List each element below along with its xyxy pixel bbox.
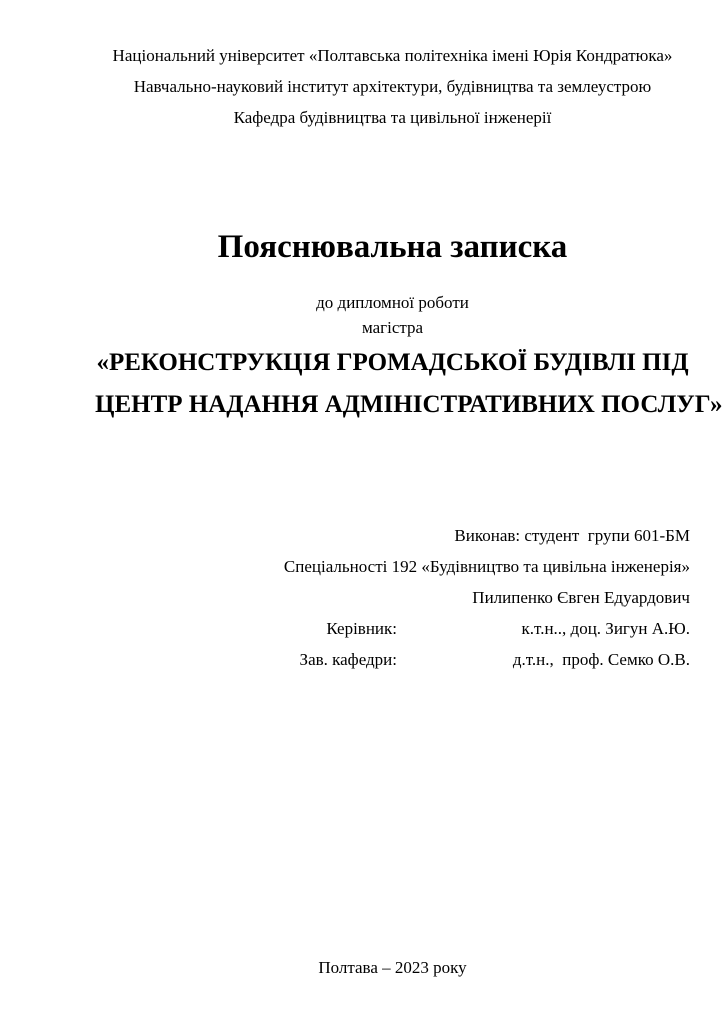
department-head-row <box>95 644 690 675</box>
thesis-title-line-2: ЦЕНТР НАДАННЯ АДМІНІСТРАТИВНИХ ПОСЛУГ» <box>95 391 723 418</box>
subtitle-work-type: до дипломної роботи <box>316 293 469 312</box>
credits-block <box>95 520 690 675</box>
author-name: Пилипенко Євген Едуардович <box>472 588 690 607</box>
subtitle-degree: магістра <box>361 318 424 337</box>
department-name: Кафедра будівництва та цивільної інженерії <box>233 108 552 127</box>
executor-line: Виконав: студент групи 601-БМ <box>454 526 690 545</box>
specialty-line: Спеціальності 192 «Будівництво та цивільна інженерія» <box>283 557 690 576</box>
university-header <box>95 40 690 133</box>
institute-name: Навчально-науковий інститут архітектури, будівництва та землеустрою <box>133 77 652 96</box>
document-title: Пояснювальна записка <box>217 229 568 265</box>
supervisor-name: к.т.н.., доц. Зигун А.Ю. <box>521 619 690 638</box>
supervisor-label: Керівник: <box>326 619 397 638</box>
department-head-label: Зав. кафедри: <box>299 650 397 669</box>
supervisor-row <box>95 613 690 644</box>
city-year-line: Полтава – 2023 року <box>318 958 467 977</box>
thesis-title-line-1: «РЕКОНСТРУКЦІЯ ГРОМАДСЬКОЇ БУДІВЛІ ПІД <box>96 349 689 376</box>
department-head-name: д.т.н., проф. Семко О.В. <box>512 650 690 669</box>
university-name: Національний університет «Полтавська політехніка імені Юрія Кондратюка» <box>112 46 673 65</box>
thesis-title <box>95 342 723 426</box>
document-subtitle <box>95 290 690 340</box>
